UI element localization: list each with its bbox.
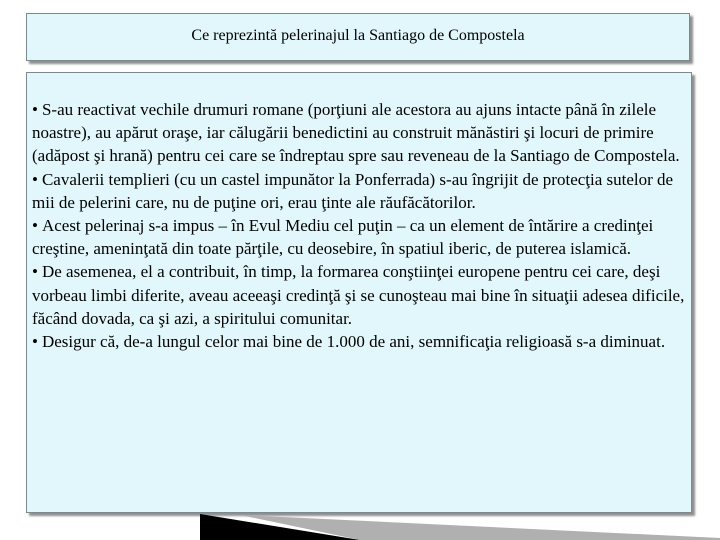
slide-title: Ce reprezintă pelerinajul la Santiago de Compostela bbox=[191, 27, 525, 44]
bullet-text: Desigur că, de-a lungul celor mai bine de 1.000 de ani, semnificaţia religioasă s-a diminuat. bbox=[41, 332, 666, 352]
decorative-stripe bbox=[100, 512, 720, 540]
content-box bbox=[26, 72, 692, 513]
bullet-icon: • bbox=[32, 332, 38, 352]
bullet-item bbox=[32, 168, 685, 214]
bullet-item bbox=[32, 260, 685, 330]
bullet-icon: • bbox=[32, 169, 38, 189]
bullet-item bbox=[32, 214, 685, 260]
bullet-text: S-au reactivat vechile drumuri romane (porţiuni ale acestora au ajuns intacte până în zilele noastre), au apărut oraşe, iar călugării benedictini au construit mănăstiri şi locuri de primire (adăpost şi hrană) pentru cei care se îndreptau spre sau reveneau de la Santiago de Compostela. bbox=[32, 100, 680, 166]
bullet-list bbox=[32, 98, 685, 353]
title-box bbox=[26, 13, 690, 61]
bullet-icon: • bbox=[32, 100, 38, 119]
bullet-text: Cavalerii templieri (cu un castel impunător la Ponferrada) s-au îngrijit de protecţia sutelor de mii de pelerini care, nu de puţine ori, erau ţinte ale răufăcătorilor. bbox=[32, 169, 674, 212]
bullet-item bbox=[32, 330, 685, 353]
bullet-text: Acest pelerinaj s-a impus – în Evul Mediu cel puţin – ca un element de întărire a credinţei creştine, ameninţată din toate părţile, cu deosebire, în spatiul iberic, de puterea islamică. bbox=[32, 216, 654, 259]
bullet-text: De asemenea, el a contribuit, în timp, la formarea conştiinţei europene pentru cei care, deşi vorbeau limbi diferite, aveau aceeaşi credinţă şi se cunoşteau mai bine în situaţii adesea dificile, făcând dovada, ca şi azi, a spiritului comunitar. bbox=[32, 262, 685, 328]
bullet-item bbox=[32, 98, 685, 168]
bullet-icon: • bbox=[32, 216, 38, 236]
bullet-icon: • bbox=[32, 262, 38, 282]
